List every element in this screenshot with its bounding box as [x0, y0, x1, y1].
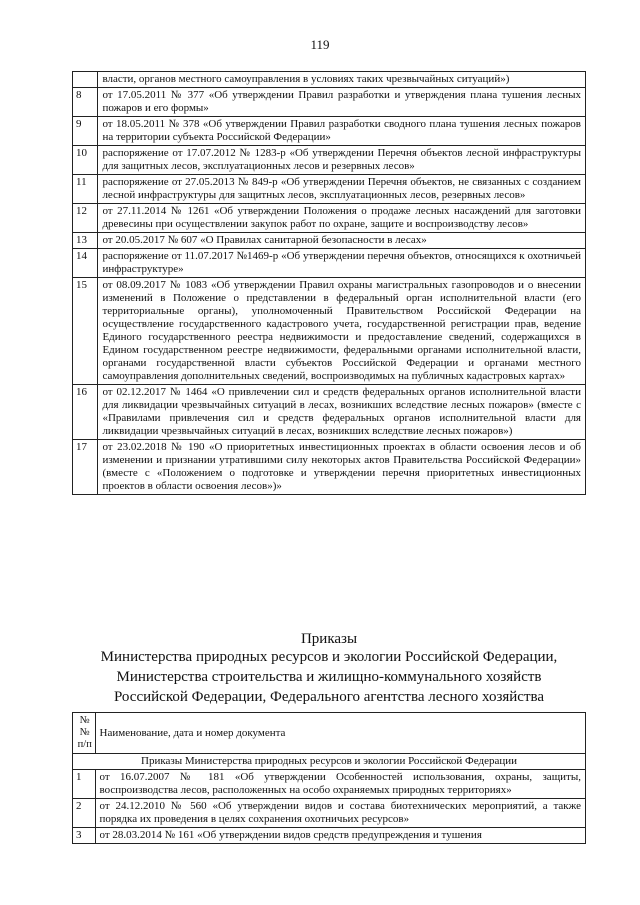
- row-text: распоряжение от 17.07.2012 № 1283-р «Об утверждении Перечня объектов лесной инфраструктуры для защитных лесов, эксплуатационных лесов и резервных лесов»: [98, 146, 586, 175]
- table-row: [73, 828, 586, 844]
- row-number: 12: [73, 204, 98, 233]
- row-number: 3: [73, 828, 96, 844]
- row-text: от 08.09.2017 № 1083 «Об утверждении Правил охраны магистральных газопроводов и о внесении изменений в Положение о представлении в федеральный орган исполнительной власти (его территориальные органы), уполномоченный Правительством Российской Федерации на осуществление государственного кадастрового учета, государственной регистрации прав, ведение Единого государственного реестра недвижимости и предоставление сведений, содержащихся в Едином государственном реестре недвижимости, федеральными органами исполнительной власти, органами государственной власти субъектов Российской Федерации и органами местного самоуправления дополнительных сведений, воспроизводимых на публичных кадастровых картах»: [98, 278, 586, 385]
- row-text: от 20.05.2017 № 607 «О Правилах санитарной безопасности в лесах»: [98, 233, 586, 249]
- table-row: [73, 88, 586, 117]
- header-number: №№ п/п: [73, 713, 96, 754]
- row-number: 14: [73, 249, 98, 278]
- row-number: 13: [73, 233, 98, 249]
- table-header-row: [73, 713, 586, 754]
- table-row: [73, 146, 586, 175]
- row-number: 2: [73, 799, 96, 828]
- table-row: [73, 440, 586, 495]
- section-row: [73, 754, 586, 770]
- row-text: от 02.12.2017 № 1464 «О привлечении сил и средств федеральных органов исполнительной власти для ликвидации чрезвычайных ситуаций в лесах, возникших вследствие лесных пожаров» (вместе с «Правилами привлечения сил и средств федеральных органов исполнительной власти для ликвидации чрезвычайных ситуаций в лесах, возникших вследствие лесных пожаров»): [98, 385, 586, 440]
- row-text: от 28.03.2014 № 161 «Об утверждении видов средств предупреждения и тушения: [95, 828, 585, 844]
- row-number: 15: [73, 278, 98, 385]
- table-row: [73, 175, 586, 204]
- table-row: [73, 249, 586, 278]
- row-text: власти, органов местного самоуправления в условиях таких чрезвычайных ситуаций»): [98, 72, 586, 88]
- row-number: 8: [73, 88, 98, 117]
- table-row: [73, 233, 586, 249]
- row-text: от 24.12.2010 № 560 «Об утверждении видов и состава биотехнических мероприятий, а также порядка их проведения в целях сохранения охотничьих ресурсов»: [95, 799, 585, 828]
- table-row: [73, 278, 586, 385]
- row-text: распоряжение от 27.05.2013 № 849-р «Об утверждении Перечня объектов, не связанных с созданием лесной инфраструктуры для защитных лесов, эксплуатационных лесов, резервных лесов»: [98, 175, 586, 204]
- row-number: 10: [73, 146, 98, 175]
- row-number: 11: [73, 175, 98, 204]
- row-text: от 27.11.2014 № 1261 «Об утверждении Положения о продаже лесных насаждений для заготовки древесины при осуществлении закупок работ по охране, защите и воспроизводству лесов»: [98, 204, 586, 233]
- row-text: от 18.05.2011 № 378 «Об утверждении Правил разработки сводного плана тушения лесных пожаров на территории субъекта Российской Федерации»: [98, 117, 586, 146]
- section-title: Приказы Министерства природных ресурсов и экологии Российской Федерации: [73, 754, 586, 770]
- row-number: 16: [73, 385, 98, 440]
- table-row: [73, 117, 586, 146]
- table-row: [73, 72, 586, 88]
- row-text: от 17.05.2011 № 377 «Об утверждении Правил разработки и утверждения плана тушения лесных пожаров и его формы»: [98, 88, 586, 117]
- section-heading-line-1: Приказы: [300, 631, 358, 647]
- table-row: [73, 770, 586, 799]
- row-number: 17: [73, 440, 98, 495]
- table-row: [73, 385, 586, 440]
- page-number: 119: [310, 37, 330, 52]
- table-row: [73, 204, 586, 233]
- section-heading-line-3: Министерства строительства и жилищно-коммунального хозяйств: [116, 669, 542, 685]
- row-text: от 23.02.2018 № 190 «О приоритетных инвестиционных проектах в области освоения лесов и об изменении и признании утратившими силу некоторых актов Правительства Российской Федерации» (вместе с «Положением о подготовке и утверждении перечня приоритетных инвестиционных проектов в области освоения лесов»)»: [98, 440, 586, 495]
- header-name: Наименование, дата и номер документа: [95, 713, 585, 754]
- government-decrees-table: [72, 71, 586, 495]
- row-text: от 16.07.2007 № 181 «Об утверждении Особенностей использования, охраны, защиты, воспроизводства лесов, расположенных на особо охраняемых природных территориях»: [95, 770, 585, 799]
- section-heading-line-2: Министерства природных ресурсов и экологии Российской Федерации,: [100, 649, 558, 665]
- row-number: 1: [73, 770, 96, 799]
- row-number: [73, 72, 98, 88]
- table-row: [73, 799, 586, 828]
- section-heading-line-4: Российской Федерации, Федерального агентства лесного хозяйства: [113, 689, 545, 705]
- row-number: 9: [73, 117, 98, 146]
- ministry-orders-table: [72, 712, 586, 844]
- row-text: распоряжение от 11.07.2017 №1469-р «Об утверждении перечня объектов, относящихся к охотничьей инфраструктуре»: [98, 249, 586, 278]
